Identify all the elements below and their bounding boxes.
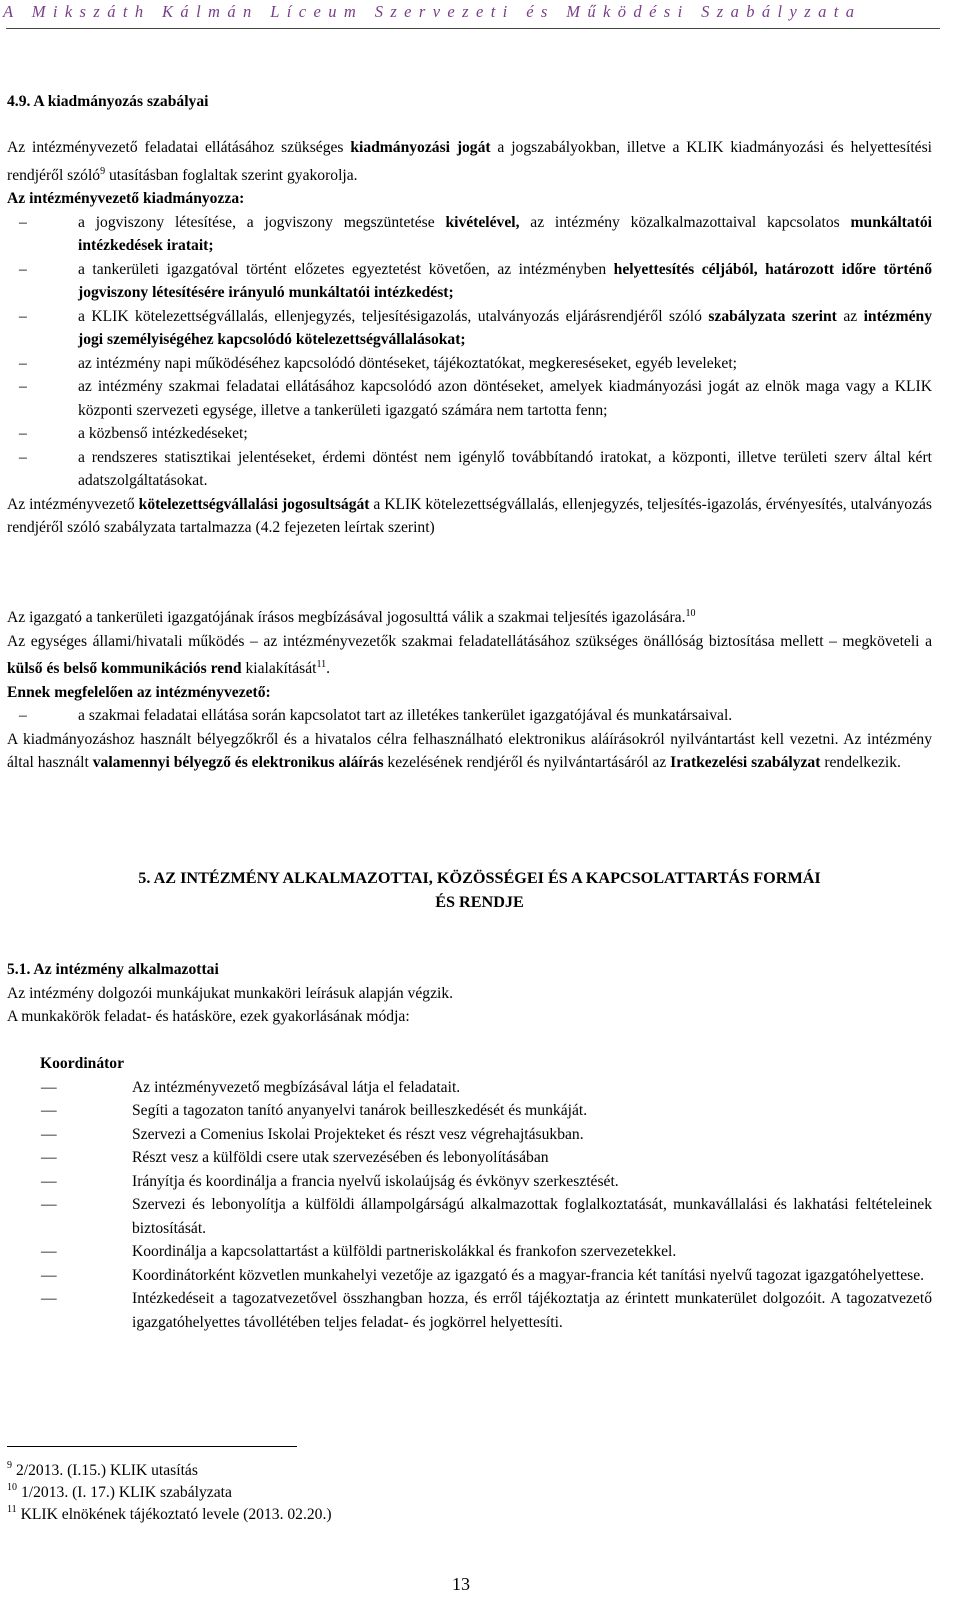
list-item: — Irányítja és koordinálja a francia nyelvű iskolaújság és évkönyv szerkesztését.: [7, 1170, 932, 1194]
list-item: – a közbenső intézkedéseket;: [7, 422, 932, 446]
list-item: — Segíti a tagozaton tanító anyanyelvi tanárok beilleszkedését és munkáját.: [7, 1099, 932, 1123]
list-item: – a rendszeres statisztikai jelentéseket, érdemi döntést nem igénylő továbbítandó iratokat, a központi, illetve területi szerv által kért adatszolgáltatásokat.: [7, 446, 932, 493]
kapcsolattartas-list: [7, 704, 932, 728]
page-number: 13: [452, 1574, 470, 1594]
footnote-rule: [7, 1446, 297, 1447]
footnote: $^{11}$ KLIK elnökének tájékoztató levele (2013. 02.20.): [7, 1504, 332, 1523]
list-item: – az intézmény napi működéséhez kapcsolódó döntéseket, tájékoztatókat, megkereséseket, egyéb leveleket;: [7, 352, 932, 376]
ennek-megfeleloen-intro: Ennek megfelelően az intézményvezető:: [7, 683, 271, 701]
list-item: — Szervezi és lebonyolítja a külföldi állampolgárságú alkalmazottak foglalkoztatását, munkavállalási és lakhatási feltételeinek biztosítását.: [7, 1193, 932, 1240]
section-5-heading: 5. AZ INTÉZMÉNY ALKALMAZOTTAI, KÖZÖSSÉGEI ÉS A KAPCSOLATTARTÁS FORMÁI ÉS RENDJE: [138, 869, 821, 911]
sub-heading: 5.1. Az intézmény alkalmazottai: [7, 961, 219, 978]
paragraph-kotelezettsegvallalas: Az intézményvezető kötelezettségvállalási jogosultságát a KLIK kötelezettségvállalás, ellenjegyzés, teljesítés-igazolás, érvényesítés, utalványozás rendjéről szóló szabályzata tartalmazza (4.2 fejezeten leírtak szerint): [7, 495, 933, 537]
role-title: Koordinátor: [40, 1055, 125, 1072]
section-4-9-heading: 4.9. A kiadmányozás szabályai: [7, 93, 209, 110]
list-item: – a jogviszony létesítése, a jogviszony megszüntetése kivételével, az intézmény közalkalmazottaival kapcsolatos munkáltatói intézkedések iratait;: [7, 211, 932, 258]
intro-line: A munkakörök feladat- és hatásköre, ezek gyakorlásának módja:: [7, 1008, 410, 1025]
list-item: — Koordinátorként közvetlen munkahelyi vezetője az igazgató és a magyar-francia két tanítási nyelvű tagozat igazgatóhelyettese.: [7, 1264, 932, 1288]
role-duties-list: [7, 1076, 932, 1335]
section-5-1: [7, 958, 932, 1029]
list-item: — Szervezi a Comenius Iskolai Projekteket és részt vesz végrehajtásukban.: [7, 1123, 932, 1147]
kiadmanyozas-list: [7, 211, 932, 493]
footnote: $^9$ 2/2013. (I.15.) KLIK utasítás: [7, 1460, 198, 1479]
list-item: – a KLIK kötelezettségvállalás, ellenjegyzés, teljesítésigazolás, utalványozás eljárásrendjéről szóló szabályzata szerint az intézmény jogi személyiségéhez kapcsolódó kötelezettségvállalásokat;: [7, 305, 932, 352]
list-item: — Koordinálja a kapcsolattartást a külföldi partneriskolákkal és frankofon szervezetekkel.: [7, 1240, 932, 1264]
section-4-9-body-2: [7, 602, 932, 775]
role-koordinator: [7, 1052, 932, 1334]
list-intro: Az intézményvezető kiadmányozza:: [7, 190, 245, 208]
paragraph-kiadmanyozasi-jog: Az intézményvezető feladatai ellátásához szükséges kiadmányozási jogát a jogszabályokban, illetve a KLIK kiadmányozási és helyettesítési rendjéről szóló$^9$ utasításban foglaltak szerint gyakorolja.: [7, 139, 932, 184]
header-rule: [6, 28, 940, 29]
list-item: – az intézmény szakmai feladatai ellátásához kapcsolódó azon döntéseket, amelyek kiadmányozási jogát az elnök maga vagy a KLIK központi szervezeti egysége, illetve a tankerületi igazgató számára nem tartotta fenn;: [7, 375, 932, 422]
section-4-9-body: [7, 136, 932, 540]
list-item: – a szakmai feladatai ellátása során kapcsolatot tart az illetékes tankerület igazgatójával és munkatársaival.: [7, 704, 932, 728]
list-item: — Intézkedéseit a tagozatvezetővel összhangban hozza, és erről tájékoztatja az érintett munkaterület dolgozóit. A tagozatvezető igazgatóhelyettes távollétében teljes feladat- és jogkörrel helyettesíti.: [7, 1287, 932, 1334]
list-item: — Részt vesz a külföldi csere utak szervezésében és lebonyolításában: [7, 1146, 932, 1170]
paragraph-belyegzok: A kiadmányozáshoz használt bélyegzőkről és a hivatalos célra felhasználható elektronikus aláírásokról nyilvántartást kell vezetni. Az intézmény által használt valamennyi bélyegző és elektronikus aláírás kezelésének rendjéről és nyilvántartásáról az Iratkezelési szabályzat rendelkezik.: [7, 730, 932, 772]
intro-line: Az intézmény dolgozói munkájukat munkaköri leírásuk alapján végzik.: [7, 984, 454, 1002]
paragraph-kommunikacios-rend: Az egységes állami/hivatali működés – az intézményvezetők szakmai feladatellátásához szükséges önállóság biztosítása mellett – megköveteli a külső és belső kommunikációs rend kialakítását$^{11}$.: [7, 632, 932, 678]
list-item: — Az intézményvezető megbízásával látja el feladatait.: [7, 1076, 932, 1100]
running-header: A Mikszáth Kálmán Líceum Szervezeti és Működési Szabályzata: [3, 2, 862, 21]
list-item: – a tankerületi igazgatóval történt előzetes egyeztetést követően, az intézményben helyettesítés céljából, határozott időre történő jogviszony létesítésére irányuló munkáltatói intézkedést;: [7, 258, 932, 305]
paragraph-szakmai-teljesites: Az igazgató a tankerületi igazgatójának írásos megbízásával jogosulttá válik a szakmai teljesítés igazolására.$^{10}$: [7, 608, 696, 627]
footnote: $^{10}$ 1/2013. (I. 17.) KLIK szabályzata: [7, 1482, 232, 1501]
